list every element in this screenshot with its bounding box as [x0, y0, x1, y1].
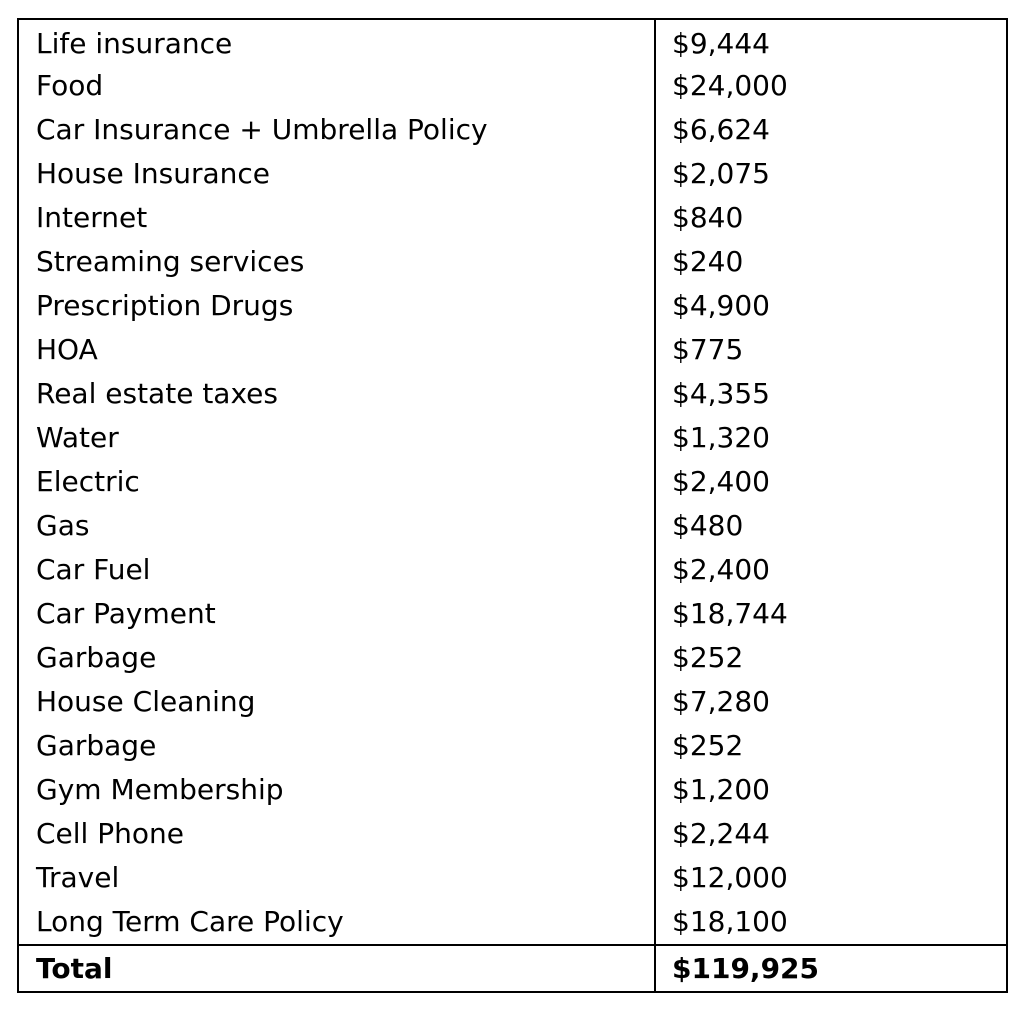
- expense-amount: $9,444: [655, 19, 1007, 64]
- expense-label: Life insurance: [36, 27, 233, 60]
- expense-amount: $1,200: [655, 768, 1007, 812]
- table-row: [18, 592, 1007, 636]
- expense-amount: $24,000: [655, 64, 1007, 108]
- table-row: [18, 680, 1007, 724]
- expense-label: Gas: [36, 509, 90, 542]
- expense-table: [17, 18, 1008, 993]
- expense-label: Long Term Care Policy: [36, 905, 344, 938]
- expense-label: Gym Membership: [36, 773, 284, 806]
- expense-label: Real estate taxes: [36, 377, 278, 410]
- total-amount: $119,925: [655, 945, 1007, 992]
- table-row: [18, 548, 1007, 592]
- expense-amount: $252: [655, 724, 1007, 768]
- table-row: [18, 856, 1007, 900]
- expense-amount: $2,075: [655, 152, 1007, 196]
- expense-amount: $2,400: [655, 460, 1007, 504]
- table-row: [18, 64, 1007, 108]
- expense-amount: $4,355: [655, 372, 1007, 416]
- expense-amount: $775: [655, 328, 1007, 372]
- expense-label: Water: [36, 421, 119, 454]
- expense-amount: $2,400: [655, 548, 1007, 592]
- table-row: [18, 636, 1007, 680]
- expense-amount: $480: [655, 504, 1007, 548]
- table-row: [18, 152, 1007, 196]
- table-row: [18, 812, 1007, 856]
- expense-label: Streaming services: [36, 245, 305, 278]
- table-row: [18, 416, 1007, 460]
- table-row: [18, 240, 1007, 284]
- table-row: [18, 328, 1007, 372]
- expense-amount: $12,000: [655, 856, 1007, 900]
- table-row: [18, 900, 1007, 945]
- expense-amount: $2,244: [655, 812, 1007, 856]
- expense-amount: $840: [655, 196, 1007, 240]
- expense-label: HOA: [36, 333, 98, 366]
- table-row: [18, 372, 1007, 416]
- expense-amount: $7,280: [655, 680, 1007, 724]
- table-row: [18, 724, 1007, 768]
- expense-amount: $18,100: [655, 900, 1007, 945]
- expense-label: House Cleaning: [36, 685, 256, 718]
- table-row: [18, 196, 1007, 240]
- total-label: Total: [18, 945, 655, 992]
- expense-amount: $18,744: [655, 592, 1007, 636]
- expense-label: Car Fuel: [36, 553, 151, 586]
- table-row: [18, 284, 1007, 328]
- table-row: [18, 108, 1007, 152]
- expense-label: Garbage: [36, 729, 157, 762]
- table-row: [18, 504, 1007, 548]
- table-row: [18, 460, 1007, 504]
- table-row: [18, 19, 1007, 64]
- expense-amount: $1,320: [655, 416, 1007, 460]
- expense-amount: $6,624: [655, 108, 1007, 152]
- expense-label: Internet: [36, 201, 148, 234]
- expense-label: House Insurance: [36, 157, 271, 190]
- expense-label: Prescription Drugs: [36, 289, 294, 322]
- expense-amount: $4,900: [655, 284, 1007, 328]
- total-row: [18, 945, 1007, 992]
- table-row: [18, 768, 1007, 812]
- expense-rows: [18, 19, 1007, 992]
- expense-label: Travel: [36, 861, 120, 894]
- expense-amount: $252: [655, 636, 1007, 680]
- expense-label: Food: [36, 69, 104, 102]
- expense-label: Electric: [36, 465, 140, 498]
- expense-label: Car Insurance + Umbrella Policy: [36, 113, 488, 146]
- expense-amount: $240: [655, 240, 1007, 284]
- expense-label: Garbage: [36, 641, 157, 674]
- expense-label: Car Payment: [36, 597, 216, 630]
- expense-label: Cell Phone: [36, 817, 184, 850]
